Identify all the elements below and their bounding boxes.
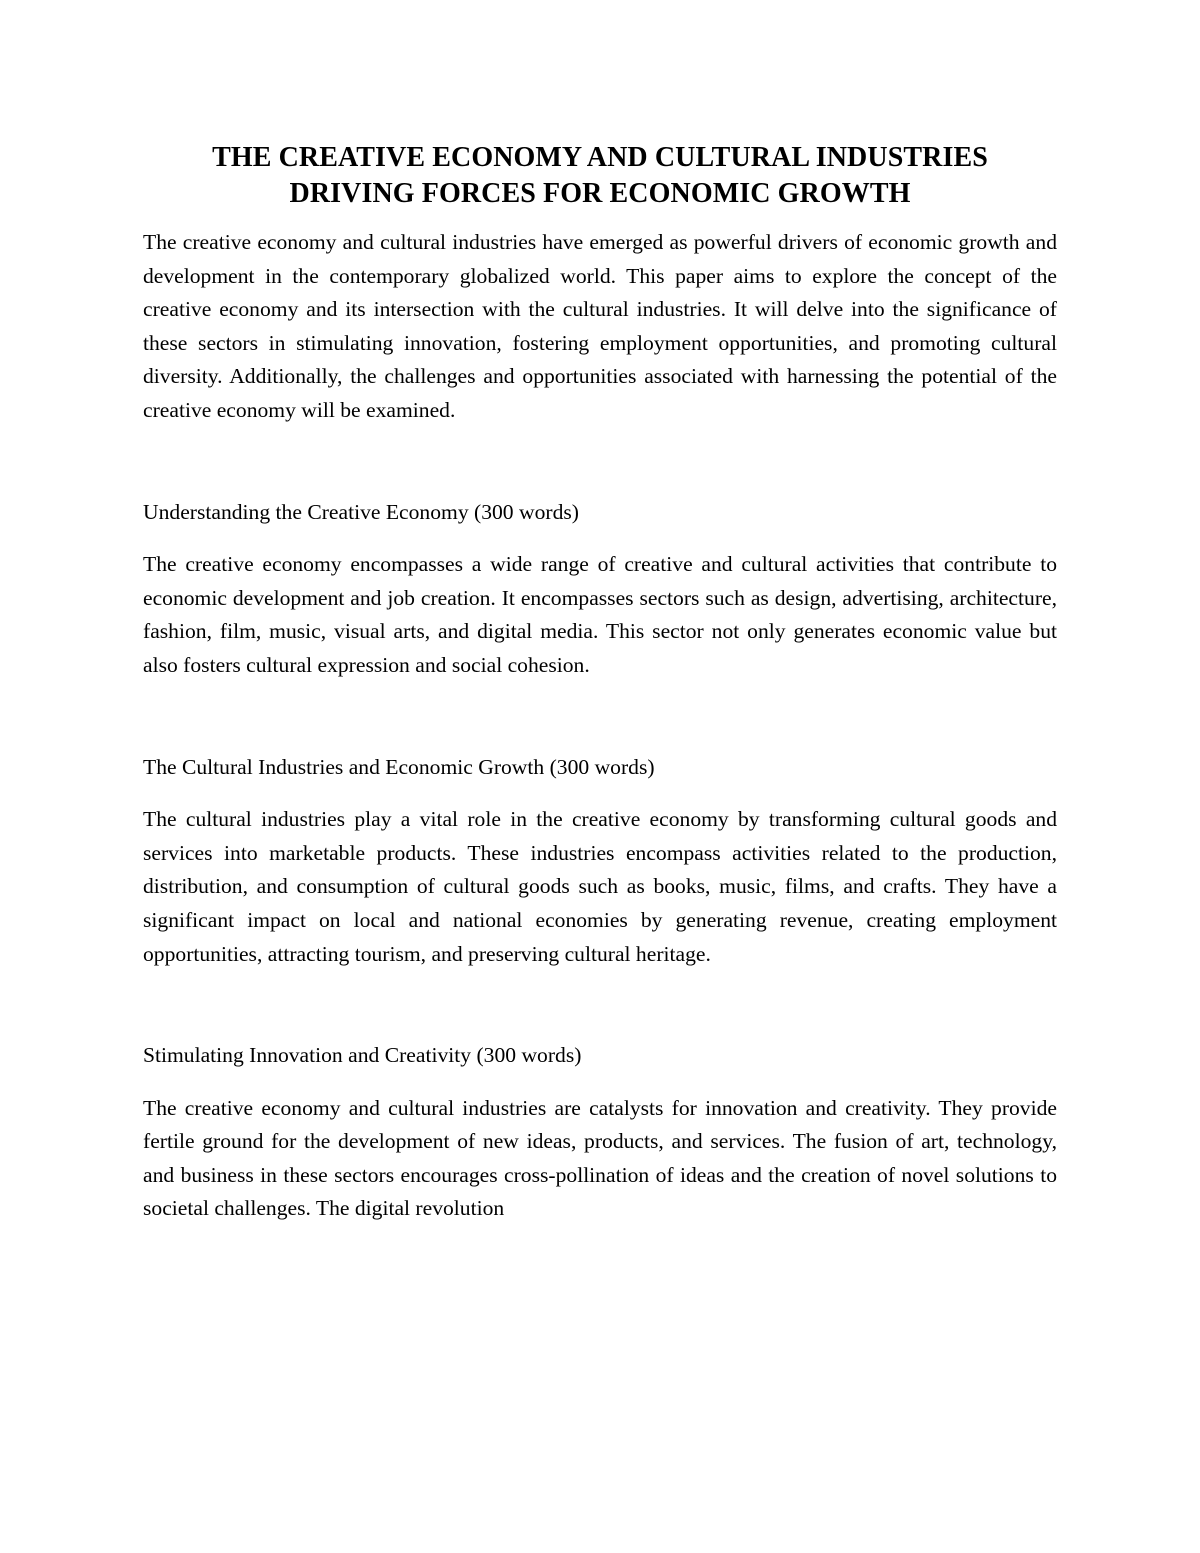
section-heading-innovation: Stimulating Innovation and Creativity (300 words) — [143, 1043, 582, 1068]
section-body-innovation: The creative economy and cultural industries are catalysts for innovation and creativity. They provide fertile ground for the development of new ideas, products, and services. The fusion of art, technology, and business in these sectors encourages cross-pollination of ideas and the creation of novel solutions to societal challenges. The digital revolution — [143, 1095, 1057, 1221]
spacer — [143, 428, 1057, 496]
spacer — [143, 971, 1057, 1039]
spacer — [143, 529, 1057, 548]
spacer — [143, 683, 1057, 751]
section-body-cultural-industries: The cultural industries play a vital role in the creative economy by transforming cultural goods and services into marketable products. These industries encompass activities related to the production, distribution, and consumption of cultural goods such as books, music, films, and crafts. They have a significant impact on local and national economies by generating revenue, creating employment opportunities, attracting tourism, and preserving cultural heritage. — [143, 807, 1057, 966]
title-line-1: THE CREATIVE ECONOMY AND CULTURAL INDUSTRIES — [212, 142, 988, 173]
document-page — [143, 140, 1057, 1226]
section-heading-cultural-industries: The Cultural Industries and Economic Growth (300 words) — [143, 754, 655, 779]
intro-paragraph: The creative economy and cultural industries have emerged as powerful drivers of economic growth and development in the contemporary globalized world. This paper aims to explore the concept of the creative economy and its intersection with the cultural industries. It will delve into the significance of these sectors in stimulating innovation, fostering employment opportunities, and promoting cultural diversity. Additionally, the challenges and opportunities associated with harnessing the potential of the creative economy will be examined. — [143, 230, 1057, 422]
spacer — [143, 1073, 1057, 1092]
document-title — [143, 140, 1057, 212]
section-body-creative-economy: The creative economy encompasses a wide range of creative and cultural activities that contribute to economic development and job creation. It encompasses sectors such as design, advertising, architecture, fashion, film, music, visual arts, and digital media. This sector not only generates economic value but also fosters cultural expression and social cohesion. — [143, 552, 1057, 677]
section-heading-creative-economy: Understanding the Creative Economy (300 words) — [143, 499, 579, 524]
title-line-2: DRIVING FORCES FOR ECONOMIC GROWTH — [289, 178, 911, 209]
spacer — [143, 784, 1057, 803]
